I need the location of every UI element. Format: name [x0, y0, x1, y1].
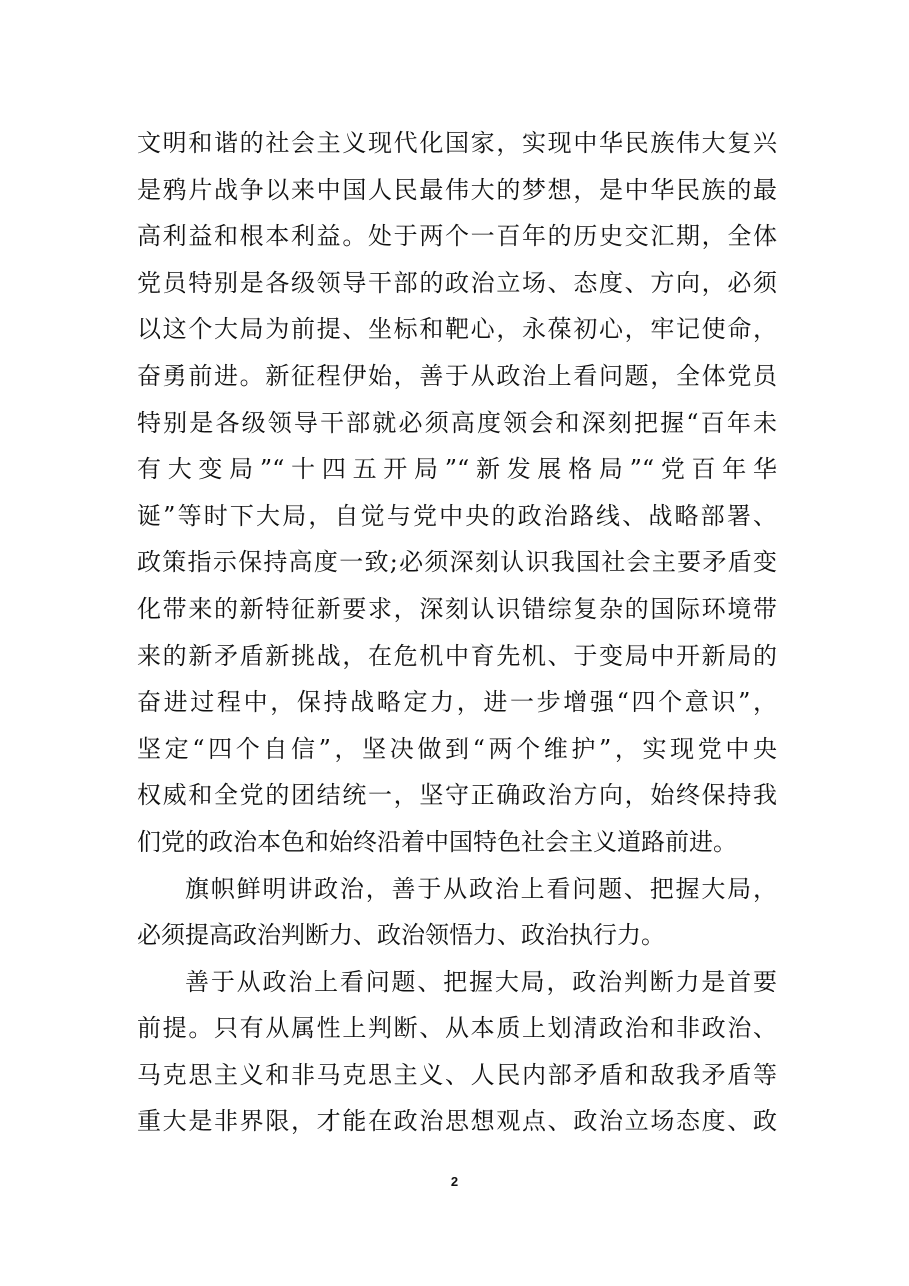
- text-line: 诞”等时下大局，自觉与党中央的政治路线、战略部署、: [137, 501, 777, 530]
- text-line: 特别是各级领导干部就必须高度领会和深刻把握“百年未: [137, 408, 777, 437]
- text-line: 马克思主义和非马克思主义、人民内部矛盾和敌我矛盾等: [137, 1060, 777, 1089]
- page-number: 2: [450, 1174, 459, 1189]
- text-line: 奋进过程中，保持战略定力，进一步增强“四个意识”，: [137, 688, 777, 717]
- text-line: 们党的政治本色和始终沿着中国特色社会主义道路前进。: [137, 827, 737, 856]
- text-line: 奋勇前进。新征程伊始，善于从政治上看问题，全体党员: [137, 361, 777, 390]
- text-line: 以这个大局为前提、坐标和靶心，永葆初心，牢记使命，: [137, 315, 777, 344]
- text-line: 来的新矛盾新挑战，在危机中育先机、于变局中开新局的: [137, 641, 777, 670]
- text-line: 是鸦片战争以来中国人民最伟大的梦想，是中华民族的最: [137, 175, 777, 204]
- text-line: 权威和全党的团结统一，坚守正确政治方向，始终保持我: [137, 781, 777, 810]
- text-line: 文明和谐的社会主义现代化国家，实现中华民族伟大复兴: [137, 129, 777, 157]
- text-line: 善于从政治上看问题、把握大局，政治判断力是首要: [185, 967, 777, 996]
- text-line: 党员特别是各级领导干部的政治立场、态度、方向，必须: [137, 268, 777, 297]
- text-line: 旗帜鲜明讲政治，善于从政治上看问题、把握大局，: [185, 874, 777, 903]
- text-line: 重大是非界限，才能在政治思想观点、政治立场态度、政: [137, 1107, 777, 1136]
- text-line: 坚定“四个自信”，坚决做到“两个维护”，实现党中央: [137, 734, 777, 763]
- text-line: 高利益和根本利益。处于两个一百年的历史交汇期，全体: [137, 222, 777, 251]
- text-line: 必须提高政治判断力、政治领悟力、政治执行力。: [137, 921, 665, 950]
- text-line: 有大变局”“十四五开局”“新发展格局”“党百年华: [137, 455, 777, 484]
- text-line: 政策指示保持高度一致;必须深刻认识我国社会主要矛盾变: [137, 548, 777, 577]
- text-line: 化带来的新特征新要求，深刻认识错综复杂的国际环境带: [137, 594, 777, 623]
- body-text: [137, 120, 777, 1145]
- text-line: 前提。只有从属性上判断、从本质上划清政治和非政治、: [137, 1014, 777, 1043]
